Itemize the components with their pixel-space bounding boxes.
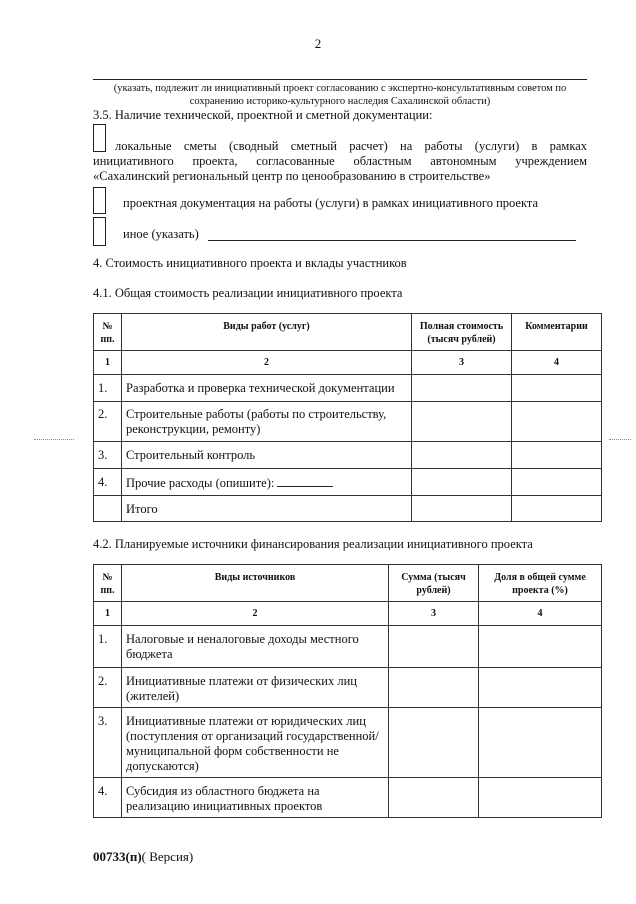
page-number: 2 — [314, 36, 322, 51]
share-cell[interactable] — [479, 708, 602, 778]
share-cell[interactable] — [479, 778, 602, 818]
checkbox-other[interactable] — [93, 217, 106, 246]
row-label: Прочие расходы (опишите): — [126, 476, 275, 490]
section-4-1-title: 4.1. Общая стоимость реализации инициативного проекта — [93, 286, 403, 300]
other-input-line[interactable] — [208, 240, 576, 241]
table-row — [94, 375, 602, 402]
option-other-label: иное (указать) — [123, 227, 199, 241]
approval-note: (указать, подлежит ли инициативный проект согласованию с экспертно-консультативным советом по сохранению историко-культурного наследия Сахалинской области) — [113, 83, 567, 107]
header-cell: Полная стоимость (тысяч рублей) — [412, 314, 512, 351]
table-header-row — [94, 565, 602, 602]
share-cell[interactable] — [479, 668, 602, 708]
row-label: Инициативные платежи от физических лиц (жителей) — [122, 668, 389, 708]
row-number: 1. — [94, 626, 122, 668]
section-4-2-title: 4.2. Планируемые источники финансирования реализации инициативного проекта — [93, 537, 533, 551]
row-number: 3. — [94, 442, 122, 469]
scan-mark — [609, 439, 631, 440]
column-number: 4 — [479, 602, 602, 626]
table-row — [94, 442, 602, 469]
row-label: Субсидия из областного бюджета на реализацию инициативных проектов — [122, 778, 389, 818]
column-number-row — [94, 351, 602, 375]
section-3-5-title: 3.5. Наличие технической, проектной и сметной документации: — [93, 108, 433, 122]
header-cell: № пп. — [94, 565, 122, 602]
column-number: 2 — [122, 351, 412, 375]
comment-cell[interactable] — [512, 469, 602, 496]
amount-cell[interactable] — [389, 668, 479, 708]
header-cell: Сумма (тысяч рублей) — [389, 565, 479, 602]
option-other — [123, 227, 199, 242]
row-number — [94, 496, 122, 522]
total-cost-table — [93, 313, 602, 522]
column-number-row — [94, 602, 602, 626]
row-number: 1. — [94, 375, 122, 402]
column-number: 3 — [389, 602, 479, 626]
cost-cell[interactable] — [412, 469, 512, 496]
table-row — [94, 708, 602, 778]
row-label: Строительные работы (работы по строительству, реконструкции, ремонту) — [122, 402, 412, 442]
scan-mark — [34, 439, 74, 440]
amount-cell[interactable] — [389, 626, 479, 668]
fill-in-line — [93, 79, 587, 80]
row-label: Строительный контроль — [122, 442, 412, 469]
table-row — [94, 668, 602, 708]
comment-cell[interactable] — [512, 402, 602, 442]
cost-cell[interactable] — [412, 402, 512, 442]
option-project-docs: проектная документация на работы (услуги) в рамках инициативного проекта — [123, 196, 539, 210]
amount-cell[interactable] — [389, 778, 479, 818]
column-number: 1 — [94, 351, 122, 375]
cost-cell[interactable] — [412, 442, 512, 469]
cost-cell[interactable] — [412, 496, 512, 522]
table-total-row — [94, 496, 602, 522]
table-row — [94, 626, 602, 668]
row-number: 3. — [94, 708, 122, 778]
row-label-other — [122, 469, 412, 496]
amount-cell[interactable] — [389, 708, 479, 778]
table-row — [94, 402, 602, 442]
row-label: Налоговые и неналоговые доходы местного бюджета — [122, 626, 389, 668]
checkbox-project-docs[interactable] — [93, 187, 106, 214]
document-footer — [93, 849, 193, 865]
header-cell: Доля в общей сумме проекта (%) — [479, 565, 602, 602]
comment-cell[interactable] — [512, 442, 602, 469]
column-number: 4 — [512, 351, 602, 375]
share-cell[interactable] — [479, 626, 602, 668]
row-number: 2. — [94, 402, 122, 442]
header-cell: Комментарии — [512, 314, 602, 351]
header-cell: Виды источников — [122, 565, 389, 602]
table-row — [94, 469, 602, 496]
row-number: 4. — [94, 469, 122, 496]
document-code: 00733(п) — [93, 849, 142, 864]
row-label: Инициативные платежи от юридических лиц (поступления от организаций государственной/муниципальной форм собственности не допускаются) — [122, 708, 389, 778]
cost-cell[interactable] — [412, 375, 512, 402]
row-number: 4. — [94, 778, 122, 818]
header-cell: Виды работ (услуг) — [122, 314, 412, 351]
table-header-row — [94, 314, 602, 351]
option-local-estimates: локальные сметы (сводный сметный расчет) на работы (услуги) в рамках инициативного проекта, согласованные областным автономным учреждением «Сахалинский региональный центр по ценообразованию в строительстве» — [93, 139, 587, 183]
column-number: 2 — [122, 602, 389, 626]
comment-cell[interactable] — [512, 375, 602, 402]
section-4-title: 4. Стоимость инициативного проекта и вклады участников — [93, 256, 407, 270]
comment-cell[interactable] — [512, 496, 602, 522]
row-number: 2. — [94, 668, 122, 708]
document-version: ( Версия) — [141, 849, 194, 864]
row-label: Разработка и проверка технической документации — [122, 375, 412, 402]
total-label: Итого — [122, 496, 412, 522]
funding-sources-table — [93, 564, 602, 818]
column-number: 1 — [94, 602, 122, 626]
header-cell: № пп. — [94, 314, 122, 351]
table-row — [94, 778, 602, 818]
column-number: 3 — [412, 351, 512, 375]
other-expenses-line[interactable] — [277, 475, 333, 487]
